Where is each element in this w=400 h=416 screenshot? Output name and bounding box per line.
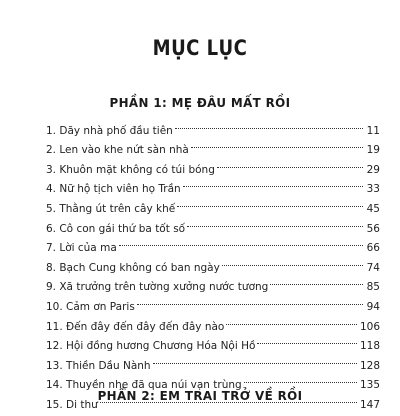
toc-entry-label: 6. Cô con gái thứ ba tốt số	[46, 222, 186, 235]
toc-entry-label: 13. Thiền Dầu Nành	[46, 359, 151, 372]
toc-entry-page: 118	[359, 340, 380, 353]
toc-entry-label: 8. Bạch Cung không có ban ngày	[46, 261, 220, 274]
page-title: MỤC LỤC	[152, 36, 248, 60]
toc-entry-page: 45	[366, 202, 380, 215]
toc-entry-page: 128	[359, 359, 380, 372]
toc-entry-page: 11	[366, 124, 380, 137]
toc-entry-page: 29	[366, 163, 380, 176]
toc-entry-page: 106	[359, 320, 380, 333]
toc-entry-label: 5. Thằng út trên cây khế	[46, 202, 176, 215]
toc-entry-page: 66	[366, 242, 380, 255]
toc-entry-page: 135	[359, 379, 380, 392]
dot-leader	[269, 271, 365, 291]
dot-leader	[118, 232, 365, 252]
toc-entry-label: 3. Khuôn mặt không có túi bóng	[46, 163, 215, 176]
toc-entry-page: 19	[366, 144, 380, 157]
toc-entry-page: 56	[366, 222, 380, 235]
dot-leader	[225, 310, 359, 330]
dot-leader	[216, 153, 365, 173]
dot-leader	[174, 114, 365, 134]
dot-leader	[243, 369, 359, 389]
toc-entry-label: 4. Nữ hộ tịch viên họ Trần	[46, 183, 181, 196]
toc-entry-label: 11. Đến đây đến đây đến đây nào	[46, 320, 225, 333]
dot-leader	[182, 173, 365, 193]
dot-leader	[256, 330, 359, 350]
dot-leader	[190, 134, 365, 154]
toc-entry-label: 1. Dãy nhà phố đầu tiên	[46, 124, 173, 137]
toc-entry-label: 12. Hội đồng hương Chương Hóa Nội Hồ	[46, 340, 256, 353]
dot-leader	[152, 349, 359, 369]
toc-entry[interactable]	[46, 114, 380, 137]
toc-entry-label: 2. Len vào khe nứt sàn nhà	[46, 144, 189, 157]
toc-entry-label: 15. Di thư	[46, 398, 98, 411]
toc-entry-label: 10. Cảm ơn Paris	[46, 300, 135, 313]
toc-entry-label: 14. Thuyền nhẹ đã qua núi vạn trùng	[46, 379, 242, 392]
toc-entry-page: 85	[366, 281, 380, 294]
dot-leader	[221, 251, 365, 271]
part-2-title: PHẦN 2: EM TRAI TRỞ VỀ RỒI	[97, 388, 303, 403]
toc-entry-page: 94	[366, 300, 380, 313]
dot-leader	[186, 212, 365, 232]
toc-entry-label: 9. Xã trưởng trên tường xưởng nước tương	[46, 281, 269, 294]
toc-entry-page: 147	[359, 398, 380, 411]
toc-entry-page: 74	[366, 261, 380, 274]
dot-leader	[176, 192, 365, 212]
toc-entry-label: 7. Lời của ma	[46, 242, 117, 255]
table-of-contents	[46, 114, 380, 411]
part-1-title: PHẦN 1: MẸ ĐÂU MẤT RỒI	[109, 95, 291, 110]
toc-entry-page: 33	[366, 183, 380, 196]
dot-leader	[136, 290, 365, 310]
